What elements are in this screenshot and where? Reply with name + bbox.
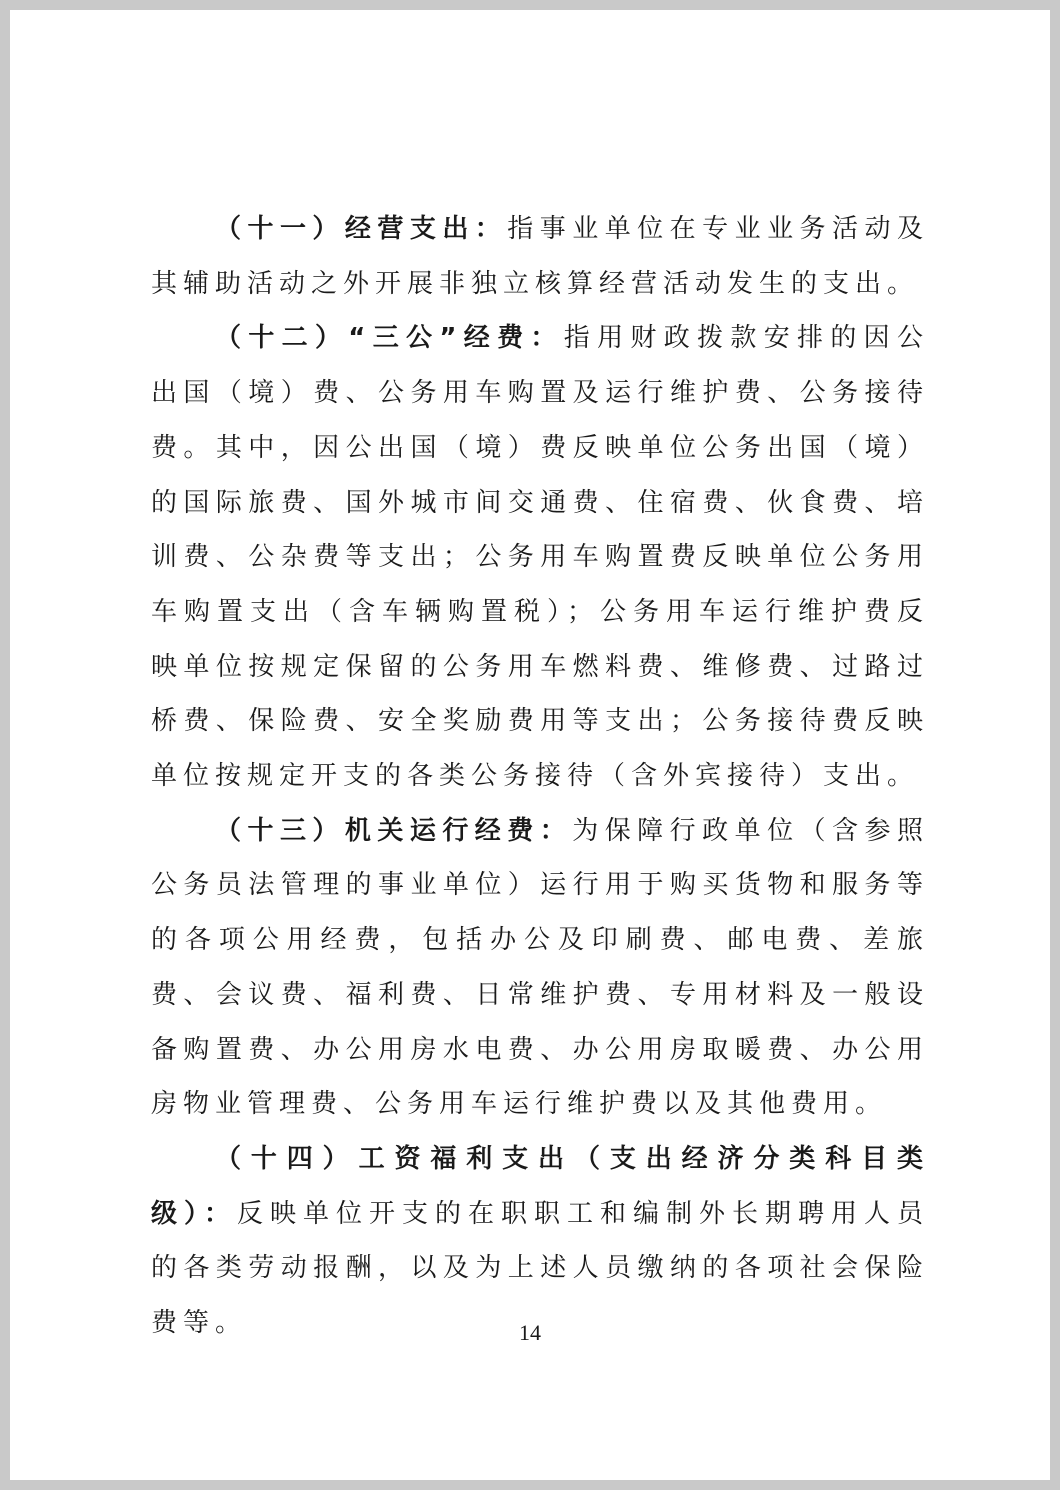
paragraph-body: 为保障行政单位（含参照公务员法管理的事业单位）运行用于购买货物和服务等的各项公用经费，包括办公及印刷费、邮电费、差旅费、会议费、福利费、日常维护费、专用材料及一般设备购置费、办公用房水电费、办公用房取暖费、办公用房物业管理费、公务用车运行维护费以及其他费用。: [151, 815, 929, 1120]
paragraph-three-public-expenses: [151, 311, 929, 803]
paragraph-heading: （十四）工资福利支出（支出经济分类科目类级）：: [151, 1143, 929, 1229]
paragraph-heading: （十三）机关运行经费：: [215, 815, 573, 846]
paragraph-heading: （十一）经营支出：: [215, 214, 508, 244]
paragraph-body: 指事业单位在专业业务活动及其辅助活动之外开展非独立核算经营活动发生的支出。: [151, 214, 929, 299]
paragraph-agency-operating-funds: [151, 804, 929, 1132]
paragraph-body: 反映单位开支的在职职工和编制外长期聘用人员的各类劳动报酬，以及为上述人员缴纳的各项社会保险费等。: [151, 1198, 929, 1339]
paragraph-wages-welfare: [151, 1132, 929, 1351]
document-page: [10, 10, 1050, 1480]
paragraph-operating-expenses: [151, 202, 929, 311]
paragraph-heading: （十二）“三公”经费：: [215, 323, 564, 354]
page-number: 14: [519, 1320, 541, 1345]
paragraph-body: 指用财政拨款安排的因公出国（境）费、公务用车购置及运行维护费、公务接待费。其中，因公出国（境）费反映单位公务出国（境）的国际旅费、国外城市间交通费、住宿费、伙食费、培训费、公杂费等支出；公务用车购置费反映单位公务用车购置支出（含车辆购置税）；公务用车运行维护费反映单位按规定保留的公务用车燃料费、维修费、过路过桥费、保险费、安全奖励费用等支出；公务接待费反映单位按规定开支的各类公务接待（含外宾接待）支出。: [151, 323, 929, 792]
page-content: [151, 202, 929, 1351]
